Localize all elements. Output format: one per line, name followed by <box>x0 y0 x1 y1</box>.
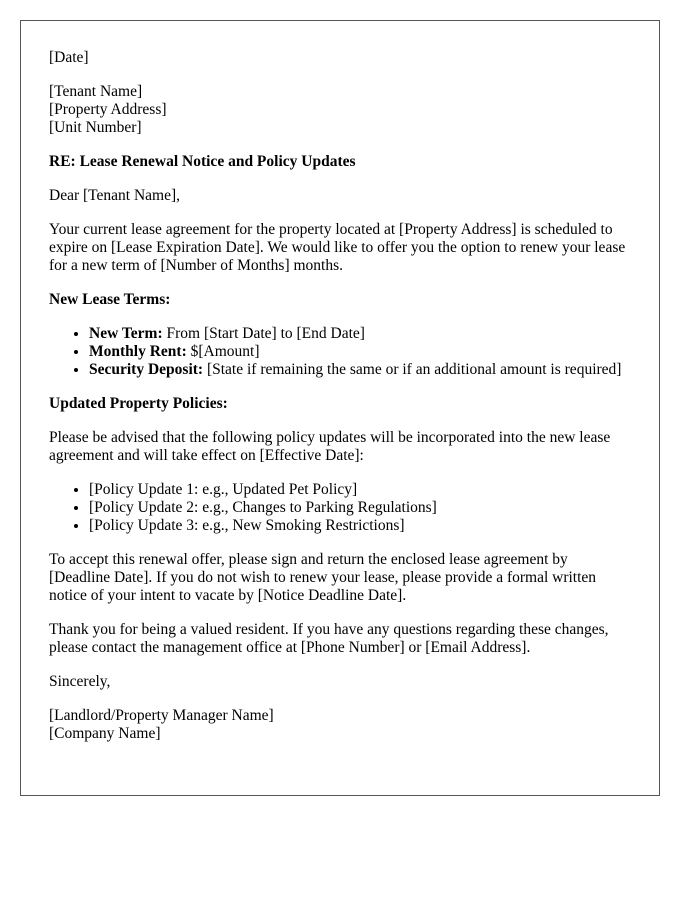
policy-item: • [Policy Update 1: e.g., Updated Pet Policy] <box>89 481 631 499</box>
letter-document <box>20 20 660 796</box>
term-value: [State if remaining the same or if an additional amount is required] <box>203 361 622 378</box>
policy-item: • [Policy Update 2: e.g., Changes to Parking Regulations] <box>89 499 631 517</box>
thanks-paragraph: Thank you for being a valued resident. If you have any questions regarding these changes, please contact the management office at [Phone Number] or [Email Address]. <box>49 621 609 656</box>
recipient-name: [Tenant Name] <box>49 83 143 100</box>
term-value: From [Start Date] to [End Date] <box>162 325 365 342</box>
accept-paragraph: To accept this renewal offer, please sign and return the enclosed lease agreement by [Deadline Date]. If you do not wish to renew your lease, please provide a formal written notice of your intent to vacate by [Notice Deadline Date]. <box>49 551 597 604</box>
terms-heading: New Lease Terms: <box>49 291 171 308</box>
policies-intro: Please be advised that the following policy updates will be incorporated into the new lease agreement and will take effect on [Effective Date]: <box>49 429 611 464</box>
term-label: Monthly Rent: <box>89 343 187 360</box>
policies-heading: Updated Property Policies: <box>49 395 228 412</box>
recipient-address: [Property Address] <box>49 101 167 118</box>
salutation: Dear [Tenant Name], <box>49 187 181 204</box>
recipient-block <box>49 83 631 137</box>
term-item-monthly-rent <box>89 343 631 361</box>
term-item-new-term <box>89 325 631 343</box>
signature-company: [Company Name] <box>49 725 161 742</box>
signature-block <box>49 707 631 743</box>
closing: Sincerely, <box>49 673 111 690</box>
term-value: $[Amount] <box>186 343 260 360</box>
term-item-security-deposit <box>89 361 631 379</box>
term-label: New Term: <box>89 325 163 342</box>
letter-date: [Date] <box>49 49 89 66</box>
recipient-unit: [Unit Number] <box>49 119 142 136</box>
policies-list <box>49 481 631 535</box>
terms-list <box>49 325 631 379</box>
intro-paragraph: Your current lease agreement for the property located at [Property Address] is scheduled to expire on [Lease Expiration Date]. We would like to offer you the option to renew your lease for a new term of [Number of Months] months. <box>49 221 626 274</box>
policy-item: • [Policy Update 3: e.g., New Smoking Restrictions] <box>89 517 631 535</box>
term-label: Security Deposit: <box>89 361 204 378</box>
signature-name: [Landlord/Property Manager Name] <box>49 707 274 724</box>
subject-line: RE: Lease Renewal Notice and Policy Updates <box>49 153 356 170</box>
